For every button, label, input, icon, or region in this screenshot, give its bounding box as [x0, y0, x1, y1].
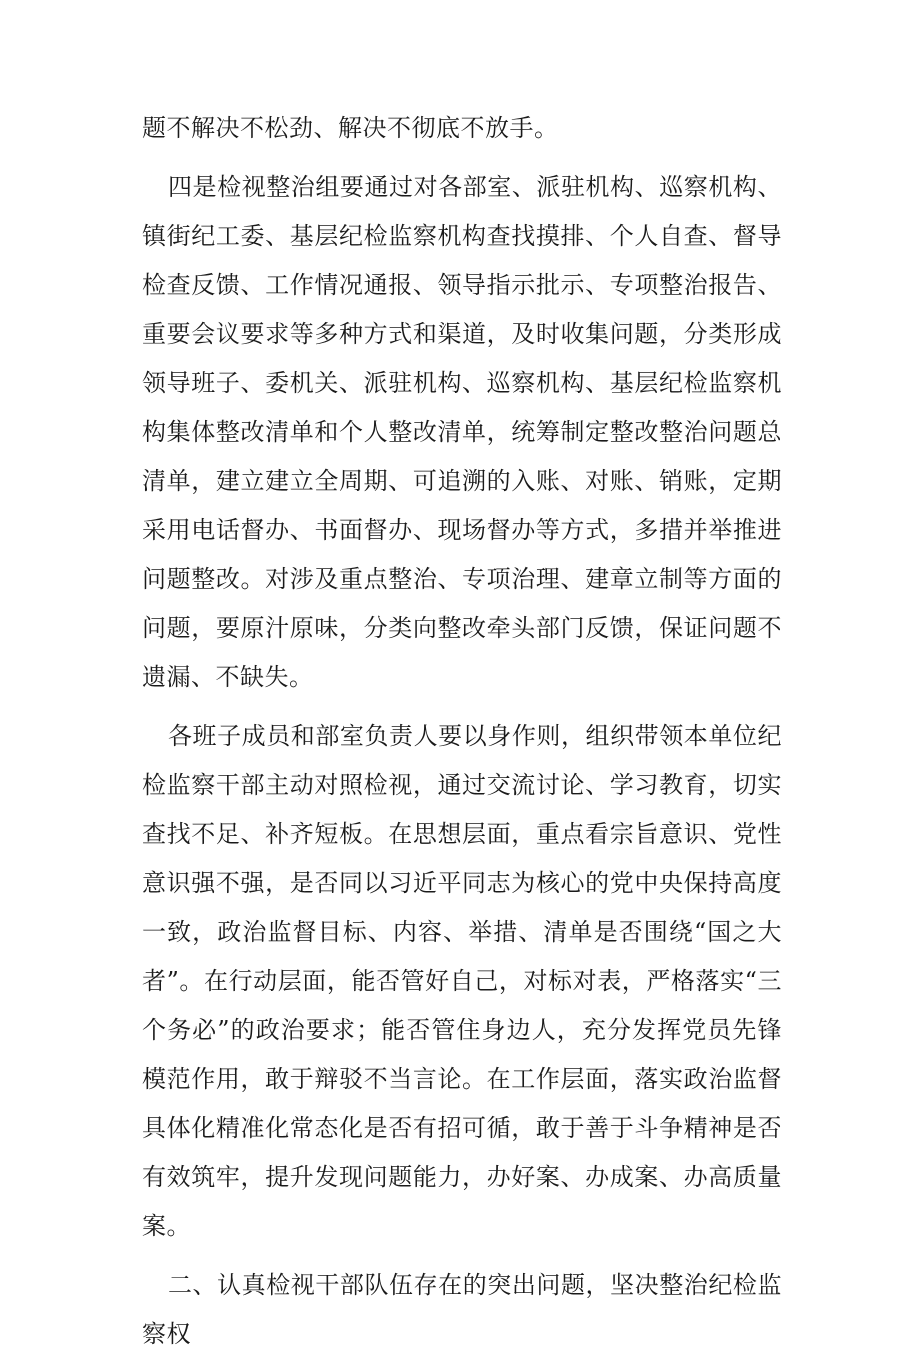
paragraph-continuation: 题不解决不松劲、解决不彻底不放手。 [142, 114, 559, 142]
paragraph-leadership-responsibility: 各班子成员和部室负责人要以身作则，组织带领本单位纪检监察干部主动对照检视，通过交流讨论、学习教育，切实查找不足、补齐短板。在思想层面，重点看宗旨意识、党性意识强不强，是否同以习近平同志为核心的党中央保持高度一致，政治监督目标、内容、举措、清单是否围绕“国之大者”。在行动层面，能否管好自己，对标对表，严格落实“三个务必”的政治要求；能否管住身边人，充分发挥党员先锋模范作用，敢于辩驳不当言论。在工作层面，落实政治监督具体化精准化常态化是否有招可循，敢于善于斗争精神是否有效筑牢，提升发现问题能力，办好案、办成案、办高质量案。 [142, 722, 782, 1240]
section-heading-two: 二、认真检视干部队伍存在的突出问题，坚决整治纪检监察权 [142, 1271, 782, 1348]
paragraph-inspection-group: 四是检视整治组要通过对各部室、派驻机构、巡察机构、镇街纪工委、基层纪检监察机构查找摸排、个人自查、督导检查反馈、工作情况通报、领导指示批示、专项整治报告、重要会议要求等多种方式和渠道，及时收集问题，分类形成领导班子、委机关、派驻机构、巡察机构、基层纪检监察机构集体整改清单和个人整改清单，统筹制定整改整治问题总清单，建立建立全周期、可追溯的入账、对账、销账，定期采用电话督办、书面督办、现场督办等方式，多措并举推进问题整改。对涉及重点整治、专项治理、建章立制等方面的问题，要原汁原味，分类向整改牵头部门反馈，保证问题不遗漏、不缺失。 [142, 173, 782, 691]
document-body [142, 104, 782, 1369]
